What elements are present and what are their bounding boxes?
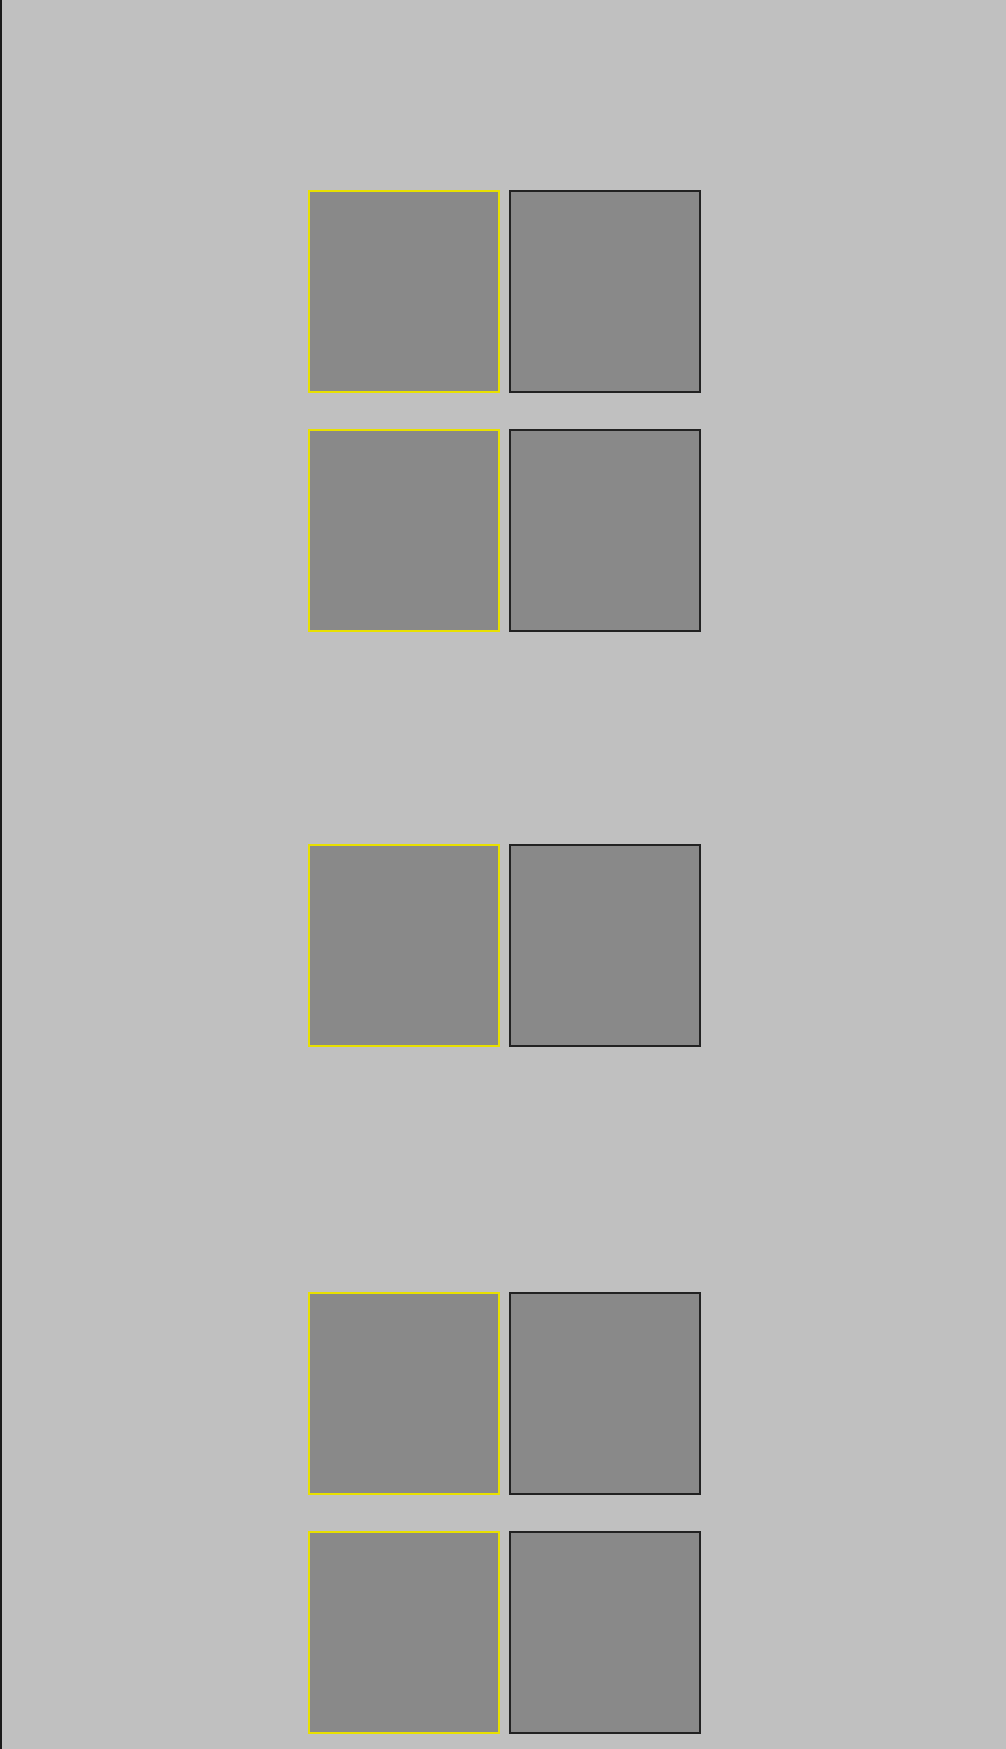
viewport-right[interactable] bbox=[509, 844, 701, 1047]
page-left-border bbox=[0, 0, 2, 1749]
viewport-left[interactable] bbox=[308, 1531, 500, 1734]
viewport-left[interactable] bbox=[308, 844, 500, 1047]
viewport-right[interactable] bbox=[509, 1531, 701, 1734]
viewport-left[interactable] bbox=[308, 1292, 500, 1495]
viewport-right[interactable] bbox=[509, 190, 701, 393]
viewport-left[interactable] bbox=[308, 190, 500, 393]
viewport-left[interactable] bbox=[308, 429, 500, 632]
viewport-right[interactable] bbox=[509, 429, 701, 632]
viewport-right[interactable] bbox=[509, 1292, 701, 1495]
